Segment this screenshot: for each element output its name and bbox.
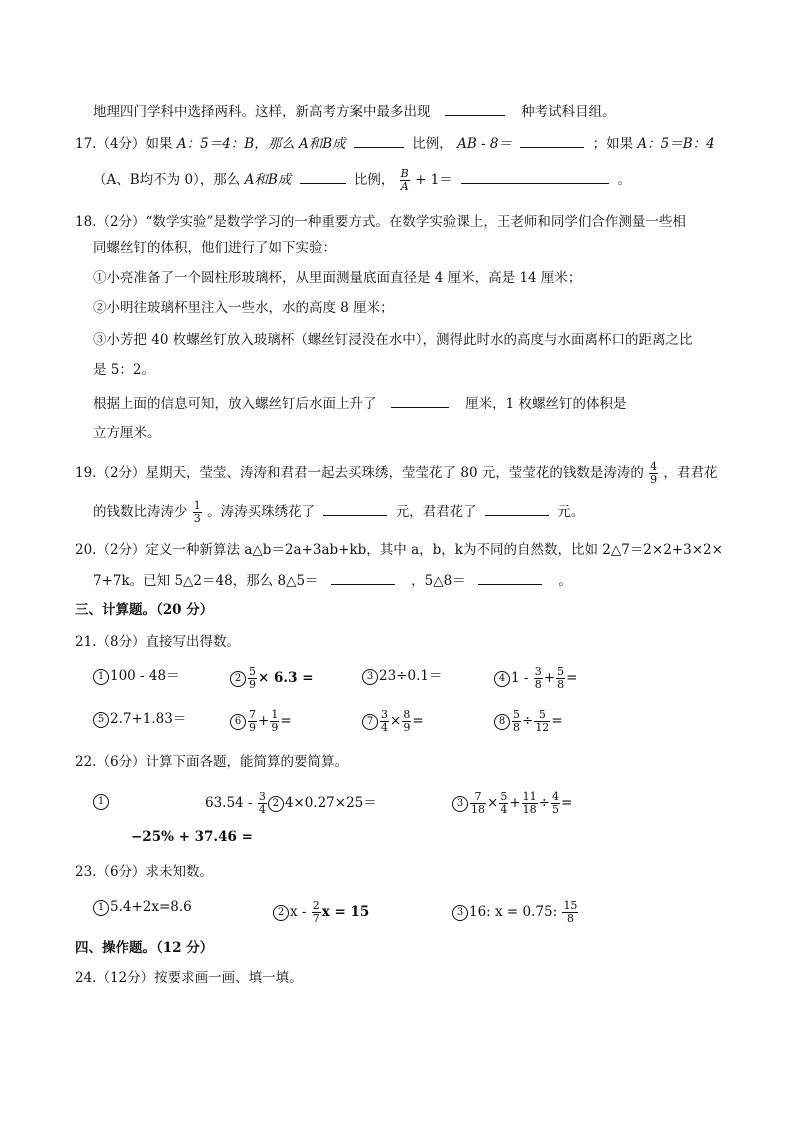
q24-title: 24.（12分）按要求画一画、填一填。 xyxy=(75,970,303,986)
q19-text: 的钱数比涛涛少 xyxy=(93,504,188,520)
circle-number-8: 8 xyxy=(494,714,510,730)
q17-text: A：5＝4：B，那么 xyxy=(176,136,295,152)
q18-blank-1[interactable] xyxy=(391,393,449,408)
q21-item-3: 3 23÷0.1＝ xyxy=(362,666,442,686)
q20-line2 xyxy=(93,570,572,591)
q17-line1 xyxy=(75,133,715,154)
q18-line2: 同螺丝钉的体积，他们进行了如下实验： xyxy=(93,240,336,256)
q16-text: 地理四门学科中选择两科。这样，新高考方案中最多出现 xyxy=(93,104,431,120)
q19-fraction-1: $\frac{4}{9}$ xyxy=(650,460,658,486)
q17-text: 比例， xyxy=(412,136,453,152)
q19-text: 。涛涛买珠绣花了 xyxy=(207,504,316,520)
q19-text: 元。 xyxy=(557,504,585,520)
circle-number-3: 3 xyxy=(362,669,378,685)
q17-text: （A、B均不为 0），那么 xyxy=(93,172,241,188)
q22-item-3: 3 $\frac{7}{18}$ × $\frac{5}{4}$ + $\frac{11}{18}$ ÷ $\frac{4}{5}$ = xyxy=(452,791,572,816)
q16-blank[interactable] xyxy=(445,101,505,116)
q21-item-8: 8 $\frac{5}{8}$ ÷ $\frac{5}{12}$ = xyxy=(494,709,563,734)
q17-text: A和B成 xyxy=(299,136,346,152)
section-3-heading: 三、计算题。（20 分） xyxy=(75,602,214,618)
q19-text: 元，君君花了 xyxy=(395,504,477,520)
circle-number-2: 2 xyxy=(230,671,246,687)
circle-number-1: 1 xyxy=(93,669,109,685)
q17-text: AB - 8＝ xyxy=(457,136,512,152)
q20-text: ，5△8＝ xyxy=(411,573,466,589)
section-4-heading: 四、操作题。（12 分） xyxy=(75,940,214,956)
q21-item-1: 1 100 - 48＝ xyxy=(93,666,180,686)
q18-step3b: 是 5：2。 xyxy=(93,362,155,378)
q20-text: 。 xyxy=(558,573,572,589)
q22-title: 22.（6分）计算下面各题，能简算的要简算。 xyxy=(75,754,349,770)
circle-number-5: 5 xyxy=(93,712,109,728)
q17-text: A和B成 xyxy=(244,172,292,188)
q17-blank-3[interactable] xyxy=(300,169,346,184)
q18-line1: 18.（2分）“数学实验”是数学学习的一种重要方式。在数学实验课上，王老师和同学们合作测量一些相 xyxy=(75,214,686,230)
q16-text2: 种考试科目组。 xyxy=(521,104,616,120)
q23-item-3: 3 16: x = 0.75: $\frac{15}{8}$ xyxy=(452,900,579,925)
q17-blank-1[interactable] xyxy=(354,133,404,148)
circle-number-3: 3 xyxy=(452,796,468,812)
q18-step3: ③小芳把 40 枚螺丝钉放入玻璃杯（螺丝钉浸没在水中），测得此时水的高度与水面离杯口的距离之比 xyxy=(93,332,693,348)
q21-item-4: 4 1 - $\frac{3}{8}$ + $\frac{5}{8}$ = xyxy=(494,666,577,691)
q20-text: 7+7k。已知 5△2＝48，那么 8△5＝ xyxy=(93,573,319,589)
circle-number-2: 2 xyxy=(268,796,284,812)
q17-text: 。 xyxy=(617,172,631,188)
q17-number: 17.（4分）如果 xyxy=(75,136,173,152)
q19-line1 xyxy=(75,461,717,486)
q21-item-6: 6 $\frac{7}{9}$ + $\frac{1}{9}$ = xyxy=(230,709,292,734)
q18-step2: ②小明往玻璃杯里注入一些水，水的高度 8 厘米； xyxy=(93,300,394,316)
q23-title: 23.（6分）求未知数。 xyxy=(75,864,214,880)
q17-line2 xyxy=(93,168,631,193)
q19-blank-1[interactable] xyxy=(323,501,387,516)
q18-text: 根据上面的信息可知，放入螺丝钉后水面上升了 xyxy=(93,396,377,412)
q17-text: ；如果 xyxy=(592,136,634,152)
circle-number-2: 2 xyxy=(273,905,289,921)
q21-item-5: 5 2.7+1.83＝ xyxy=(93,709,186,729)
q22-item-1-marker xyxy=(93,791,110,811)
q18-question xyxy=(93,393,626,414)
q17-text: + 1＝ xyxy=(415,172,453,188)
q17-text: A：5＝B：4 xyxy=(637,136,715,152)
circle-number-6: 6 xyxy=(230,714,246,730)
q18-text: 厘米，1 枚螺丝钉的体积是 xyxy=(465,396,627,412)
q20-blank-1[interactable] xyxy=(331,570,395,585)
q17-blank-2[interactable] xyxy=(520,133,584,148)
q17-blank-4[interactable] xyxy=(461,169,609,184)
q21-title: 21.（8分）直接写出得数。 xyxy=(75,634,241,650)
q17-text: 比例， xyxy=(353,172,395,188)
q19-fraction-2: $\frac{1}{3}$ xyxy=(193,499,201,525)
circle-number-1: 1 xyxy=(93,794,109,810)
q19-text: 19.（2分）星期天，莹莹、涛涛和君君一起去买珠绣，莹莹花了 80 元，莹莹花的钱数是涛涛的 xyxy=(75,465,644,481)
q22-item-2: 4×0.27×25＝ xyxy=(284,795,377,811)
q22-item-1: 63.54 - $\frac{3}{4}$ 2 4×0.27×25＝ xyxy=(205,790,377,816)
q19-text: ，君君花 xyxy=(663,465,718,481)
circle-number-1: 1 xyxy=(93,900,109,916)
q19-line2 xyxy=(93,500,584,525)
q17-fraction: $\frac{B}{A}$ xyxy=(400,167,409,193)
q20-blank-2[interactable] xyxy=(478,570,542,585)
q16-tail-line xyxy=(93,101,616,122)
q21-item-2: 2 $\frac{5}{9}$ × 6.3 = xyxy=(230,666,314,691)
q23-item-2: 2 x - $\frac{2}{7}$ x = 15 xyxy=(273,900,369,925)
q18-step1: ①小亮准备了一个圆柱形玻璃杯，从里面测量底面直径是 4 厘米，高是 14 厘米； xyxy=(93,270,582,286)
q18-line-end: 立方厘米。 xyxy=(93,425,161,441)
q21-item-7: 7 $\frac{3}{4}$ × $\frac{8}{9}$ = xyxy=(362,709,424,734)
q22-item-1-line2: −25% + 37.46 = xyxy=(131,829,253,845)
q23-item-1: 1 5.4+2x=8.6 xyxy=(93,897,192,917)
circle-number-3: 3 xyxy=(452,905,468,921)
q19-blank-2[interactable] xyxy=(485,501,549,516)
circle-number-4: 4 xyxy=(494,671,510,687)
q20-line1: 20.（2分）定义一种新算法 a△b＝2a+3ab+kb，其中 a，b，k为不同的自然数，比如 2△7＝2×2+3×2× xyxy=(75,542,723,558)
circle-number-7: 7 xyxy=(362,714,378,730)
